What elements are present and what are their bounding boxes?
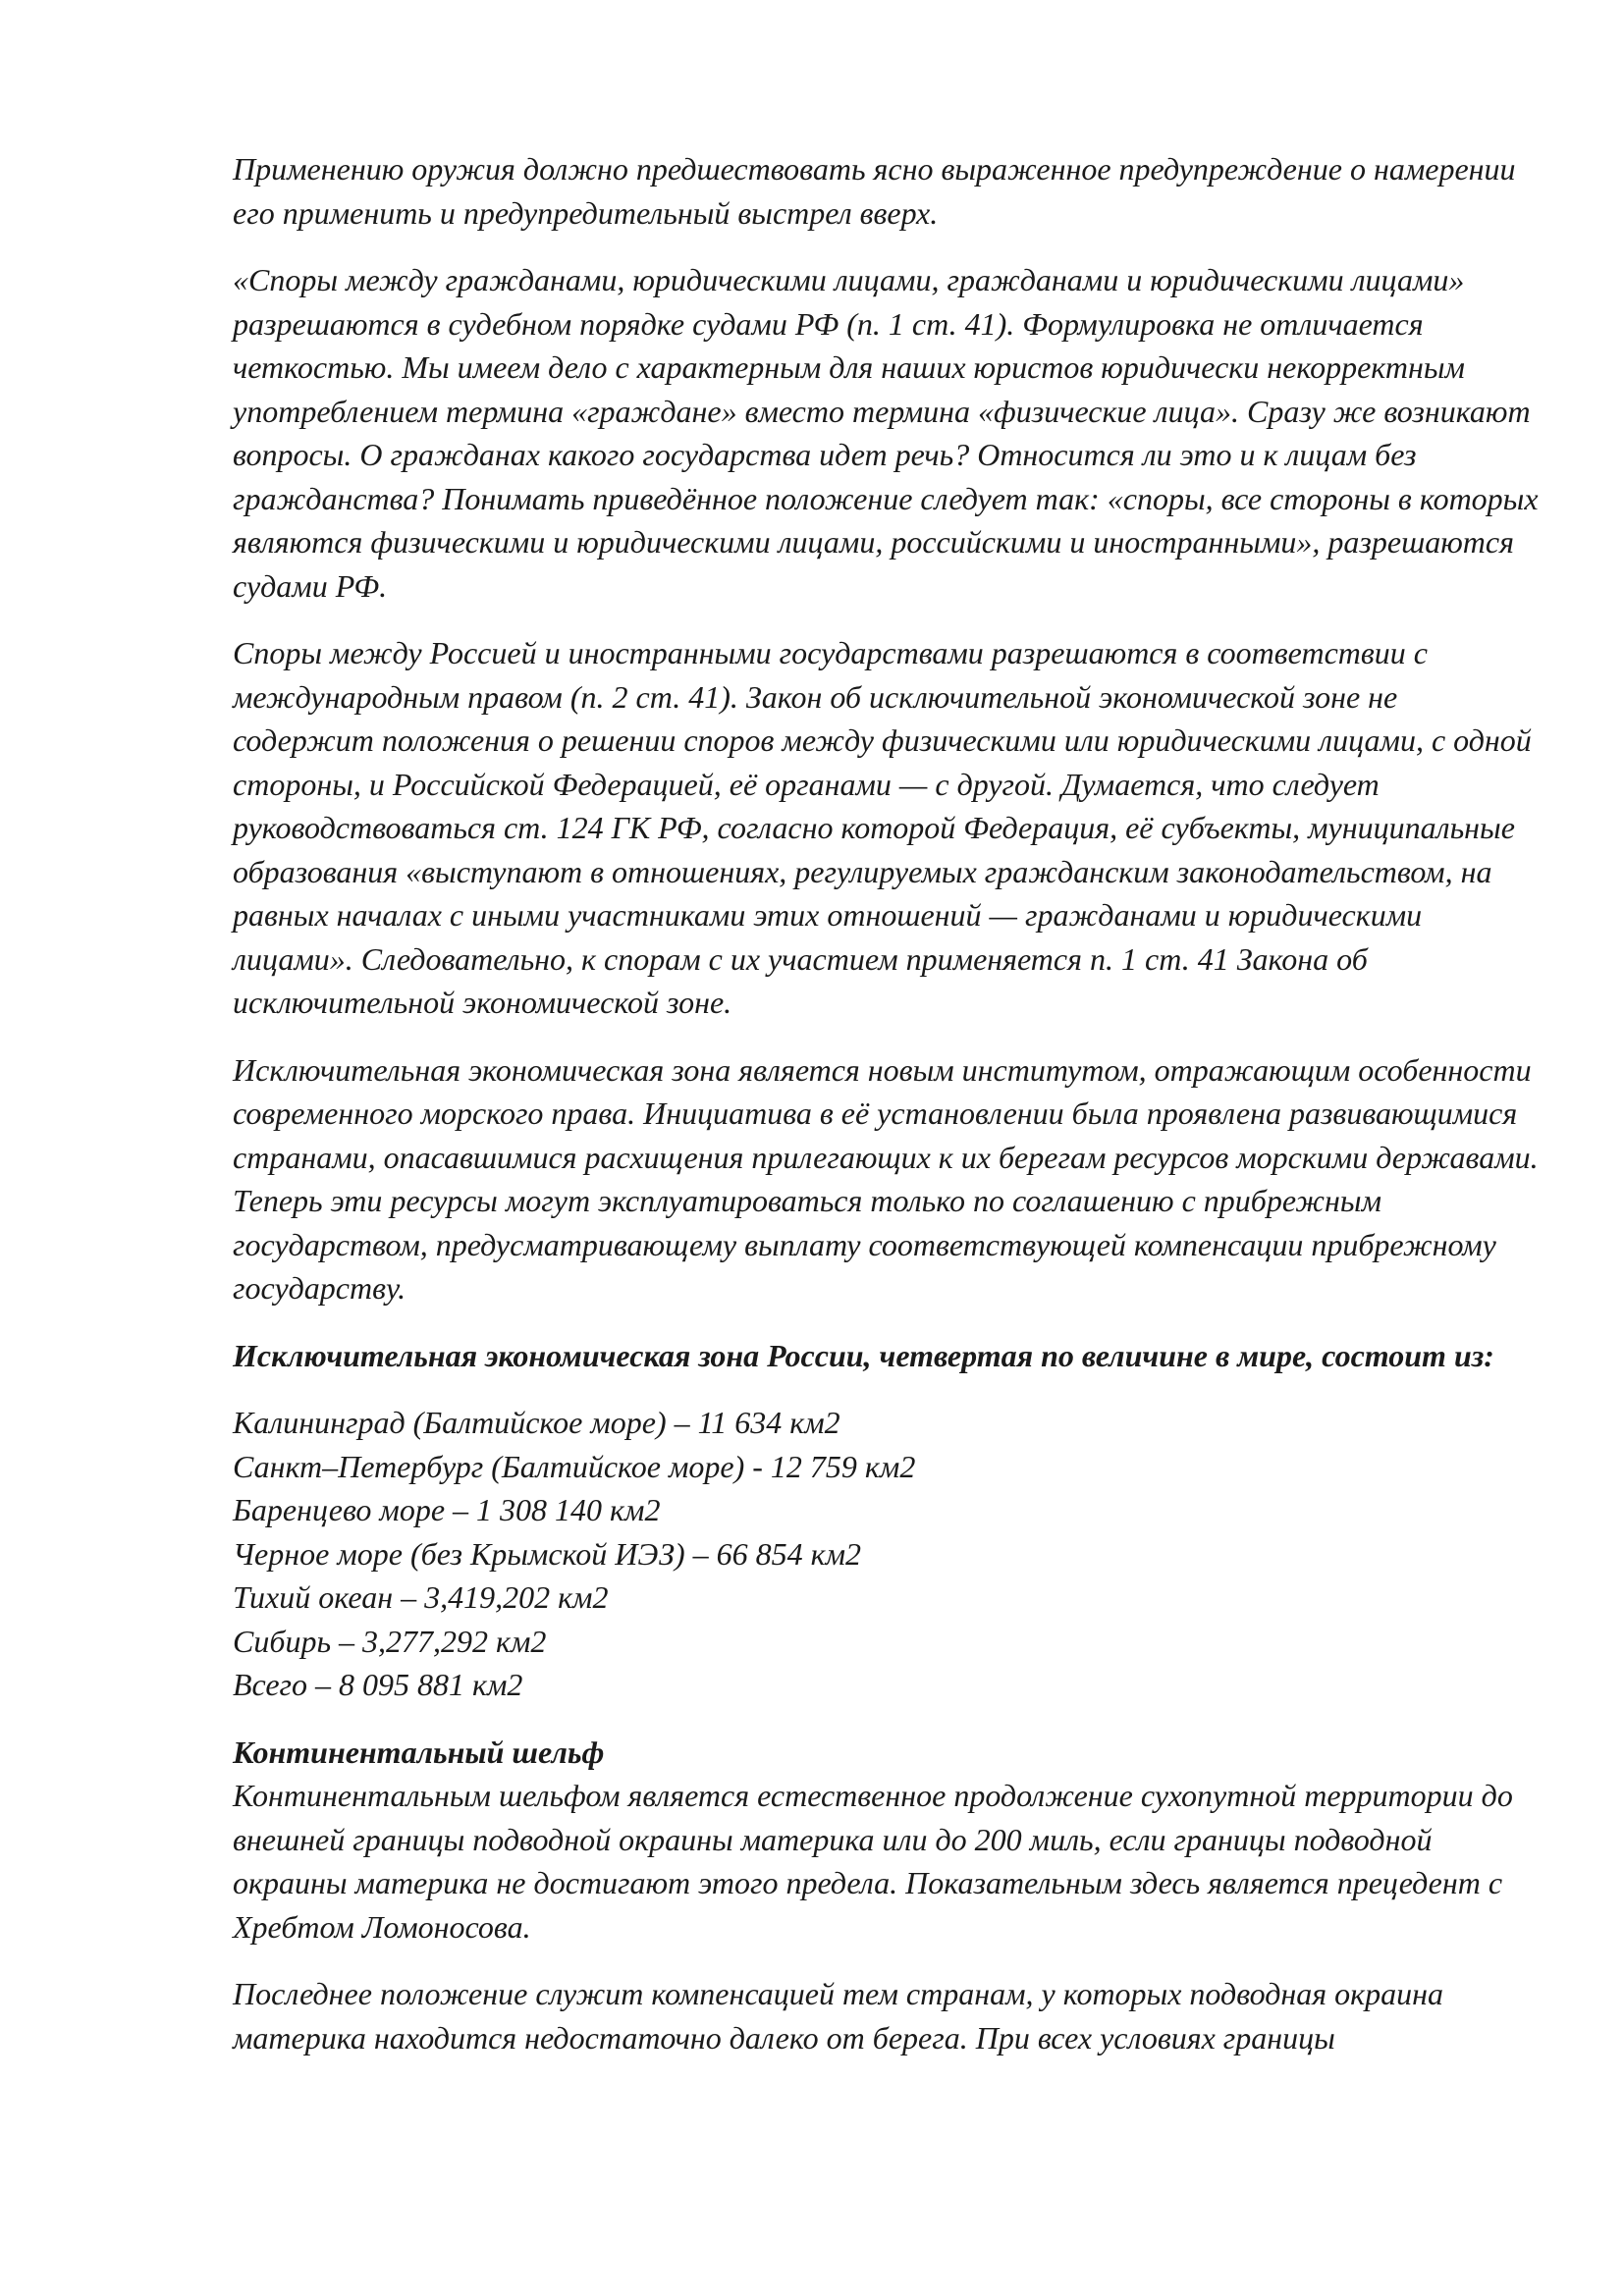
paragraph-disputes-states: Споры между Россией и иностранными государствами разрешаются в соответствии с международным правом (п. 2 ст. 41). Закон об исключительной экономической зоне не содержит положения о решении споров между физическими или юридическими лицами, с одной стороны, и Российской Федерацией, её органами — с другой. Думается, что следует руководствоваться ст. 124 ГК РФ, согласно которой Федерация, её субъекты, муниципальные образования «выступают в отношениях, регулируемых гражданским законодательством, на равных началах с иными участниками этих отношений — гражданами и юридическими лицами». Следовательно, к спорам с их участием применяется п. 1 ст. 41 Закона об исключительной экономической зоне.: [233, 635, 1532, 1020]
shelf-heading: Континентальный шельф: [233, 1734, 605, 1770]
paragraph-eez-institution: Исключительная экономическая зона является новым институтом, отражающим особенности современного морского права. Инициатива в её установлении была проявлена развивающимися странами, опасавшимися расхищения прилегающих к их берегам ресурсов морскими державами. Теперь эти ресурсы могут эксплуатироваться только по соглашению с прибрежным государством, предусматривающему выплату соответствующей компенсации прибрежному государству.: [233, 1051, 1539, 1306]
paragraph-disputes-citizens: «Споры между гражданами, юридическими лицами, гражданами и юридическими лицами» разрешаются в судебном порядке судами РФ (п. 1 ст. 41). Формулировка не отличается четкостью. Мы имеем дело с характерным для наших юристов юридически некорректным употреблением термина «граждане» вместо термина «физические лица». Сразу же возникают вопросы. О гражданах какого государства идет речь? Относится ли это и к лицам без гражданства? Понимать приведённое положение следует так: «споры, все стороны в которых являются физическими и юридическими лицами, российскими и иностранными», разрешаются судами РФ.: [233, 262, 1539, 604]
zone-list: [233, 1401, 1539, 1707]
list-item: Всего – 8 095 881 км2: [233, 1667, 523, 1702]
list-item: Сибирь – 3,277,292 км2: [233, 1623, 547, 1659]
shelf-paragraph: Континентальным шельфом является естественное продолжение сухопутной территории до внешней границы подводной окраины материка или до 200 миль, если границы подводной окраины материка не достигают этого предела. Показательным здесь является прецедент с Хребтом Ломоносова.: [233, 1778, 1513, 1945]
list-item: Баренцево море – 1 308 140 км2: [233, 1492, 661, 1527]
document-page: [233, 147, 1539, 2083]
zone-heading: Исключительная экономическая зона России, четвертая по величине в мире, состоит из:: [233, 1337, 1494, 1373]
list-item: Калининград (Балтийское море) – 11 634 км2: [233, 1405, 840, 1440]
list-item: Черное море (без Крымской ИЭЗ) – 66 854 км2: [233, 1535, 862, 1572]
paragraph-final: Последнее положение служит компенсацией тем странам, у которых подводная окраина материка находится недостаточно далеко от берега. При всех условиях границы: [233, 1976, 1444, 2056]
list-item: Тихий океан – 3,419,202 км2: [233, 1579, 609, 1615]
list-item: Санкт–Петербург (Балтийское море) - 12 759 км2: [233, 1448, 916, 1484]
shelf-section: [233, 1731, 1539, 1949]
paragraph-weapon-warning: Применению оружия должно предшествовать ясно выраженное предупреждение о намерении его применить и предупредительный выстрел вверх.: [233, 151, 1516, 231]
